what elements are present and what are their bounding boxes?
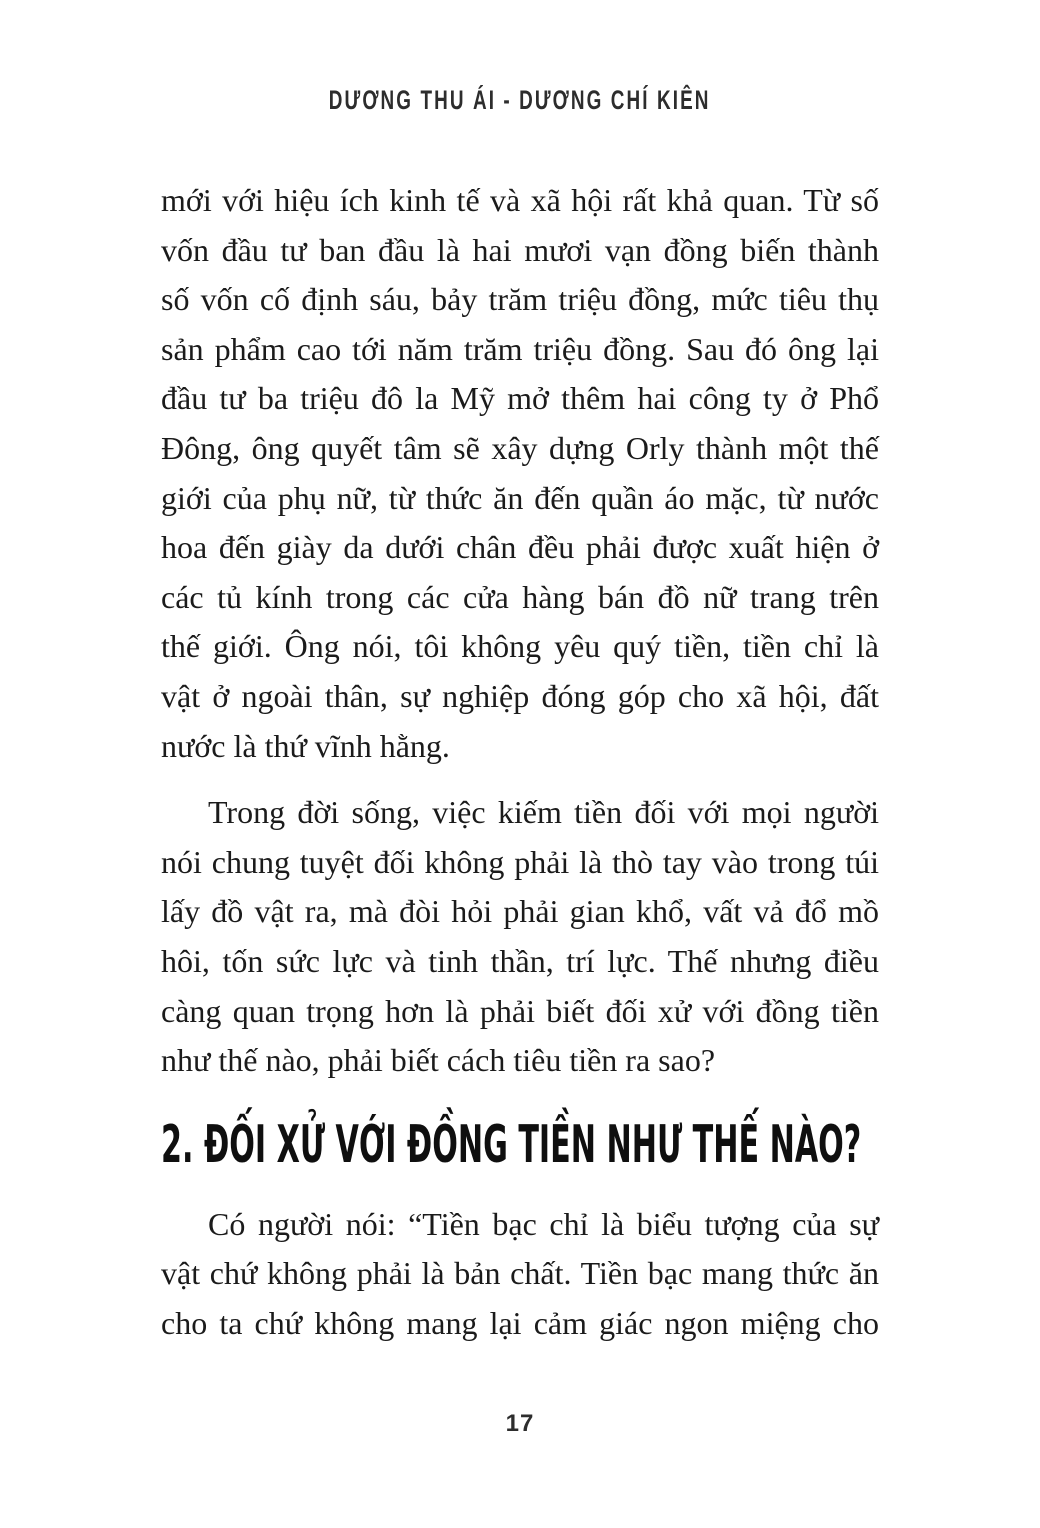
paragraph-line: nước là thứ vĩnh hằng. — [161, 727, 450, 764]
running-header-text: DƯƠNG THU ÁI - DƯƠNG CHÍ KIÊN — [329, 85, 711, 115]
paragraph-line: mới với hiệu ích kinh tế và xã hội rất khả quan. Từ số — [161, 182, 879, 218]
paragraph-line: hôi, tốn sức lực và tinh thần, trí lực. Thế nhưng điều — [161, 942, 879, 979]
paragraph-line: Đông, ông quyết tâm sẽ xây dựng Orly thành một thế — [161, 429, 879, 466]
paragraph-line: số vốn cố định sáu, bảy trăm triệu đồng, mức tiêu thụ — [161, 281, 879, 318]
paragraph-line: đầu tư ba triệu đô la Mỹ mở thêm hai công ty ở Phổ — [161, 380, 879, 417]
section-heading-text: 2. ĐỐI XỬ VỚI ĐỒNG TIỀN NHƯ THẾ NÀO? — [161, 1114, 862, 1175]
paragraph-line: lấy đồ vật ra, mà đòi hỏi phải gian khổ, vất vả đổ mồ — [161, 893, 879, 930]
paragraph-line: giới của phụ nữ, từ thức ăn đến quần áo mặc, từ nước — [161, 479, 879, 516]
paragraph-line: sản phẩm cao tới năm trăm triệu đồng. Sau đó ông lại — [161, 330, 879, 367]
running-header — [0, 0, 1040, 117]
paragraph-line: thế giới. Ông nói, tôi không yêu quý tiền, tiền chỉ là — [161, 628, 879, 665]
paragraph-line: hoa đến giày da dưới chân đều phải được xuất hiện ở — [161, 529, 879, 566]
page-body — [161, 117, 879, 1348]
section-heading — [161, 1116, 879, 1174]
body-paragraph — [161, 1200, 879, 1349]
paragraph-line: vật ở ngoài thân, sự nghiệp đóng góp cho xã hội, đất — [161, 677, 879, 714]
page-number: 17 — [505, 1410, 535, 1438]
paragraph-line: cho ta chứ không mang lại cảm giác ngon miệng cho — [161, 1304, 879, 1341]
paragraph-line: càng quan trọng hơn là phải biết đối xử với đồng tiền — [161, 992, 879, 1029]
paragraph-line: vốn đầu tư ban đầu là hai mươi vạn đồng biến thành — [161, 231, 879, 268]
paragraph-line: Có người nói: “Tiền bạc chỉ là biểu tượng của sự — [208, 1205, 879, 1242]
body-paragraph — [161, 176, 879, 771]
paragraph-line: như thế nào, phải biết cách tiêu tiền ra sao? — [161, 1042, 716, 1079]
page-footer — [0, 1410, 1040, 1438]
paragraph-line: nói chung tuyệt đối không phải là thò tay vào trong túi — [161, 843, 879, 880]
paragraph-line: vật chứ không phải là bản chất. Tiền bạc mang thức ăn — [161, 1255, 879, 1292]
paragraph-line: Trong đời sống, việc kiếm tiền đối với mọi người — [208, 794, 879, 831]
body-paragraph — [161, 788, 879, 1086]
paragraph-line: các tủ kính trong các cửa hàng bán đồ nữ trang trên — [161, 578, 879, 615]
